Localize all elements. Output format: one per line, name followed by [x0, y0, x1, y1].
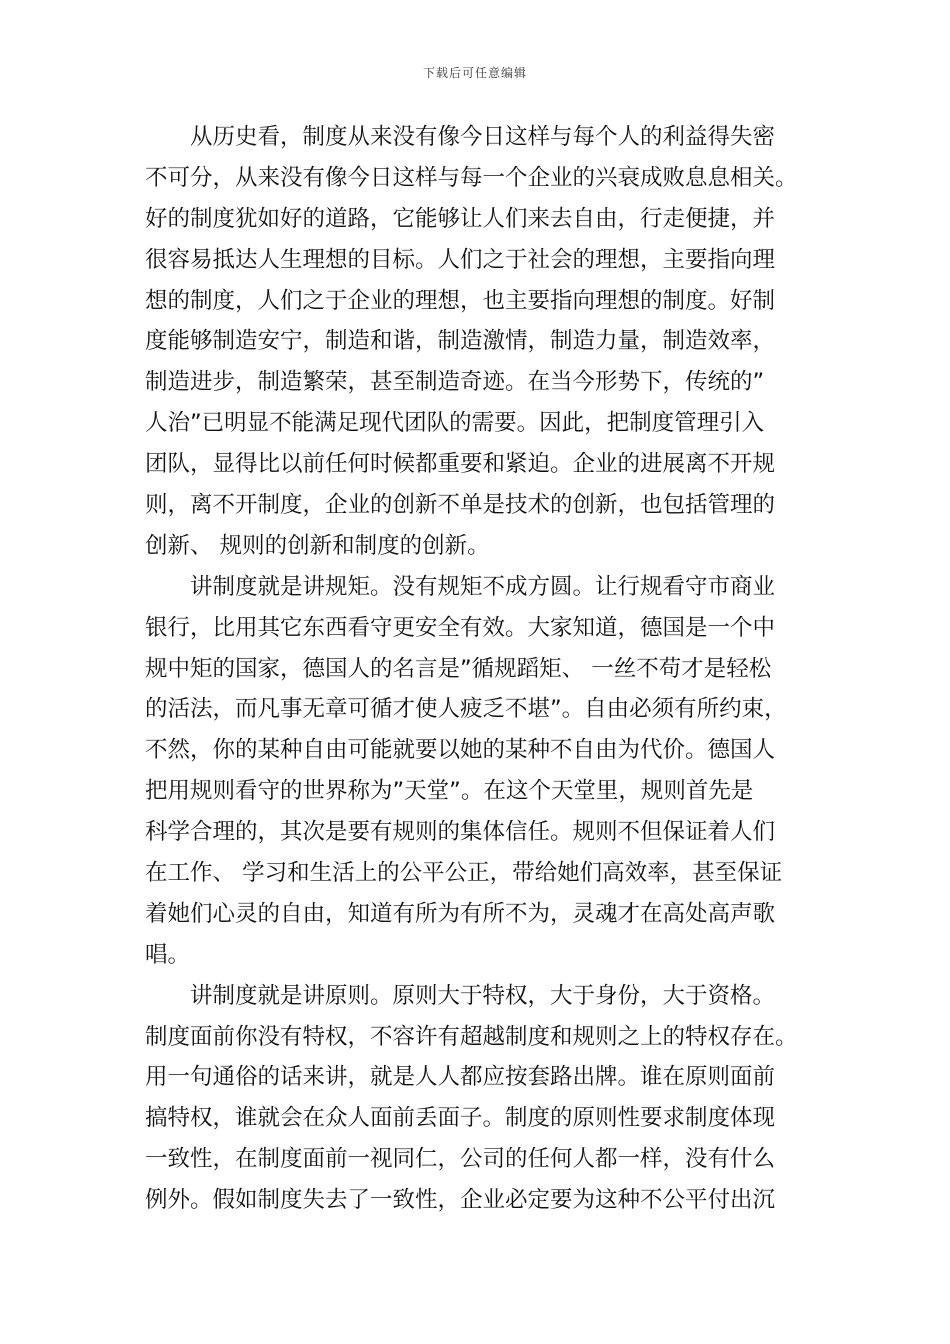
text-line: 则，离不开制度，企业的创新不单是技术的创新，也包括管理的: [145, 492, 776, 519]
text-line: 银行，比用其它东西看守更安全有效。大家知道，德国是一个中: [145, 614, 776, 641]
text-line: 从历史看，制度从来没有像今日这样与每个人的利益得失密: [190, 124, 776, 150]
page-header-note: 下载后可任意编辑: [422, 66, 527, 80]
text-line: 创新、 规则的创新和制度的创新。: [145, 532, 490, 559]
text-line: 想的制度，人们之于企业的理想，也主要指向理想的制度。好制: [145, 287, 776, 314]
text-line: 团队，显得比以前任何时候都重要和紧迫。企业的进展离不开规: [145, 451, 776, 478]
paragraph: [145, 117, 835, 567]
text-line: 例外。假如制度失去了一致性，企业必定要为这种不公平付出沉: [145, 1187, 776, 1214]
text-line: 着她们心灵的自由，知道有所为有所不为，灵魂才在高处高声歌: [145, 900, 776, 927]
text-line: 制度面前你没有特权，不容许有超越制度和规则之上的特权存在。: [145, 1023, 798, 1050]
text-line: 人治”已明显不能满足现代团队的需要。因此，把制度管理引入: [145, 410, 765, 437]
text-line: 讲制度就是讲规矩。没有规矩不成方圆。让行规看守市商业: [190, 573, 776, 600]
text-line: 讲制度就是讲原则。原则大于特权，大于身份，大于资格。: [190, 982, 776, 1009]
text-line: 科学合理的，其次是要有规则的集体信任。规则不但保证着人们: [145, 819, 776, 846]
text-line: 不可分，从来没有像今日这样与每一个企业的兴衰成败息息相关。: [145, 164, 798, 191]
text-line: 用一句通俗的话来讲，就是人人都应按套路出牌。谁在原则面前: [145, 1064, 776, 1091]
text-line: 一致性，在制度面前一视同仁，公司的任何人都一样，没有什么: [145, 1146, 776, 1173]
text-line: 度能够制造安宁，制造和谐，制造激情，制造力量，制造效率，: [145, 328, 776, 355]
text-line: 规中矩的国家，德国人的名言是”循规蹈矩、 一丝不苟才是轻松: [145, 655, 772, 682]
text-line: 在工作、 学习和生活上的公平公正，带给她们高效率，甚至保证: [145, 860, 783, 887]
text-line: 唱。: [145, 941, 191, 968]
text-line: 的活法，而凡事无章可循才使人疲乏不堪”。自由必须有所约束，: [145, 696, 787, 723]
text-line: 把用规则看守的世界称为”天堂”。在这个天堂里，规则首先是: [145, 778, 754, 805]
text-line: 搞特权，谁就会在众人面前丢面子。制度的原则性要求制度体现: [145, 1105, 776, 1132]
paragraph: [145, 976, 835, 1221]
document-body: [145, 117, 835, 1221]
paragraph: [145, 567, 835, 976]
text-line: 好的制度犹如好的道路，它能够让人们来去自由，行走便捷，并: [145, 205, 776, 232]
text-line: 不然，你的某种自由可能就要以她的某种不自由为代价。德国人: [145, 737, 776, 764]
text-line: 制造进步，制造繁荣，甚至制造奇迹。在当今形势下，传统的”: [145, 369, 765, 396]
text-line: 很容易抵达人生理想的目标。人们之于社会的理想，主要指向理: [145, 246, 776, 273]
